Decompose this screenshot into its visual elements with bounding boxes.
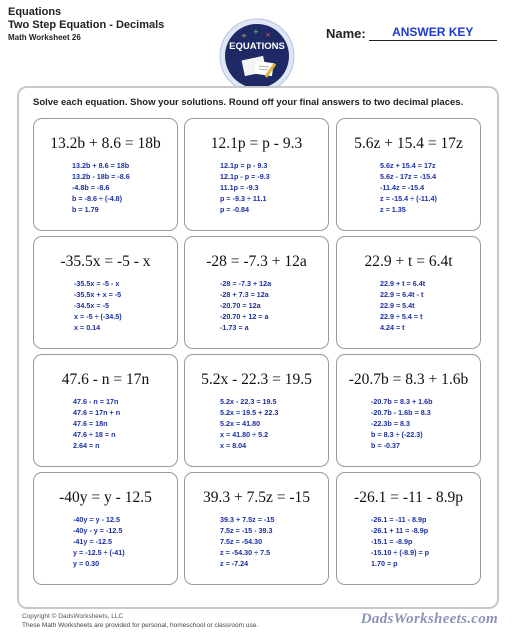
solution-step: 5.6z + 15.4 = 17z: [380, 161, 436, 170]
solution-step: 22.9 = 5.4t: [380, 301, 415, 310]
solution-step: z = -7.24: [220, 559, 249, 568]
solution-step: 1.70 = p: [371, 559, 398, 568]
problem-equation: -20.7b = 8.3 + 1.6b: [348, 371, 469, 388]
solution-step: 47.6 - n = 17n: [73, 397, 119, 406]
solution-step: y = 0.30: [73, 559, 100, 568]
solution-step: b = -8.6 ÷ (-4.8): [72, 194, 123, 203]
solution-step: z = 1.35: [380, 205, 406, 214]
solution-step: -40y - y = -12.5: [73, 526, 123, 535]
problem-equation: 22.9 + t = 6.4t: [364, 253, 453, 270]
svg-text:+: +: [253, 28, 259, 36]
problem-card: [336, 354, 481, 467]
name-value: ANSWER KEY: [369, 25, 497, 41]
solution-steps: [371, 396, 433, 451]
problem-card: [33, 472, 178, 585]
solution-steps: [73, 514, 125, 569]
solution-steps: [73, 396, 120, 451]
worksheet-number: Math Worksheet 26: [8, 33, 81, 43]
solution-step: 13.2b + 8.6 = 18b: [72, 161, 130, 170]
worksheet-title: Equations: [8, 6, 62, 18]
solution-steps: [220, 514, 274, 569]
problem-card: [33, 118, 178, 231]
solution-step: 5.2x - 22.3 = 19.5: [220, 397, 277, 406]
solution-step: p = -0.84: [220, 205, 249, 214]
solution-steps: [371, 514, 429, 569]
solution-step: 47.6 = 18n: [73, 419, 108, 428]
solution-step: 11.1p = -9.3: [220, 183, 259, 192]
name-label: Name:: [326, 26, 366, 41]
solution-step: -4.8b = -8.6: [72, 183, 110, 192]
problem-card: [184, 236, 329, 349]
problem-equation: 12.1p = p - 9.3: [210, 135, 303, 152]
solution-step: 47.6 = 17n + n: [73, 408, 121, 417]
solution-step: b = 8.3 ÷ (-22.3): [371, 430, 423, 439]
solution-steps: [74, 278, 122, 333]
problem-equation: 47.6 - n = 17n: [61, 371, 150, 388]
equations-logo-icon: [219, 18, 295, 94]
problem-card: [336, 118, 481, 231]
solution-step: -28 + 7.3 = 12a: [220, 290, 269, 299]
problem-equation: 5.2x - 22.3 = 19.5: [201, 371, 312, 388]
solution-step: 12.1p = p - 9.3: [220, 161, 268, 170]
solution-step: x = 41.80 ÷ 5.2: [220, 430, 269, 439]
solution-step: y = -12.5 ÷ (-41): [73, 548, 125, 557]
solution-step: 7.5z = -15 - 39.3: [220, 526, 273, 535]
copyright-text: Copyright © DadsWorksheets, LLC: [22, 613, 124, 620]
svg-text:EQUATIONS: EQUATIONS: [229, 41, 285, 52]
solution-step: 5.6z - 17z = -15.4: [380, 172, 437, 181]
solution-steps: [72, 160, 130, 215]
solution-step: 22.9 + t = 6.4t: [380, 279, 426, 288]
solution-steps: [220, 396, 278, 451]
solution-step: p = -9.3 ÷ 11.1: [220, 194, 267, 203]
solution-step: 5.2x = 41.80: [220, 419, 261, 428]
solution-step: -34.5x = -5: [74, 301, 109, 310]
solution-step: -20.70 ÷ 12 = a: [220, 312, 269, 321]
solution-step: -20.7b - 1.6b = 8.3: [371, 408, 431, 417]
solution-steps: [380, 278, 425, 333]
solution-step: b = -0.37: [371, 441, 400, 450]
solution-step: -15.1 = -8.9p: [371, 537, 413, 546]
problem-card: [33, 236, 178, 349]
solution-step: -20.70 = 12a: [220, 301, 261, 310]
problem-equation: 39.3 + 7.5z = -15: [202, 489, 311, 506]
solution-step: -28 = -7.3 + 12a: [220, 279, 272, 288]
solution-step: x = -5 ÷ (-34.5): [74, 312, 122, 321]
solution-step: z = -54.30 ÷ 7.5: [220, 548, 271, 557]
solution-step: -35.5x + x = -5: [74, 290, 122, 299]
problem-equation: -40y = y - 12.5: [59, 489, 152, 506]
solution-step: z = -15.4 ÷ (-11.4): [380, 194, 437, 203]
solution-steps: [380, 160, 437, 215]
problem-equation: -28 = -7.3 + 12a: [206, 253, 307, 270]
solution-step: x = 8.04: [220, 441, 247, 450]
worksheet-header: [8, 6, 164, 42]
problem-equation: 13.2b + 8.6 = 18b: [50, 135, 161, 152]
solution-step: b = 1.79: [72, 205, 99, 214]
solution-step: -1.73 = a: [220, 323, 249, 332]
problem-card: [184, 354, 329, 467]
footer: [22, 612, 258, 630]
solution-step: 39.3 + 7.5z = -15: [220, 515, 275, 524]
usage-note: These Math Worksheets are provided for personal, homeschool or classroom use.: [22, 622, 259, 629]
solution-step: -15.10 ÷ (-8.9) = p: [371, 548, 430, 557]
problem-equation: -26.1 = -11 - 8.9p: [354, 489, 463, 506]
problem-card: [336, 236, 481, 349]
solution-step: 47.6 ÷ 18 = n: [73, 430, 116, 439]
solution-step: -40y = y - 12.5: [73, 515, 120, 524]
brand-logo: DadsWorksheets.com: [360, 611, 498, 627]
svg-text:÷: ÷: [241, 32, 247, 40]
worksheet-subtitle: Two Step Equation - Decimals: [8, 18, 165, 31]
solution-step: -41y = -12.5: [73, 537, 112, 546]
solution-step: 2.64 = n: [73, 441, 100, 450]
solution-step: 12.1p - p = -9.3: [220, 172, 270, 181]
problem-equation: 5.6z + 15.4 = 17z: [354, 135, 463, 152]
problem-card: [184, 118, 329, 231]
problem-card: [336, 472, 481, 585]
problem-card: [184, 472, 329, 585]
solution-step: -22.3b = 8.3: [371, 419, 410, 428]
solution-steps: [220, 160, 270, 215]
solution-step: x = 0.14: [74, 323, 101, 332]
solution-step: -26.1 = -11 - 8.9p: [371, 515, 427, 524]
solution-step: 7.5z = -54.30: [220, 537, 263, 546]
solution-step: 22.9 = 6.4t - t: [380, 290, 424, 299]
svg-text:×: ×: [265, 31, 271, 39]
solution-step: -26.1 + 11 = -8.9p: [371, 526, 429, 535]
solution-step: -11.4z = -15.4: [380, 183, 425, 192]
solution-step: 22.9 ÷ 5.4 = t: [380, 312, 423, 321]
instructions: Solve each equation. Show your solutions. Round off your final answers to two decimal places.: [33, 97, 464, 108]
solution-step: 5.2x = 19.5 + 22.3: [220, 408, 279, 417]
name-field: [326, 25, 497, 41]
solution-step: 13.2b - 18b = -8.6: [72, 172, 130, 181]
solution-steps: [220, 278, 271, 333]
problem-equation: -35.5x = -5 - x: [60, 253, 151, 270]
solution-step: 4.24 = t: [380, 323, 405, 332]
problem-card: [33, 354, 178, 467]
solution-step: -20.7b = 8.3 + 1.6b: [371, 397, 433, 406]
solution-step: -35.5x = -5 - x: [74, 279, 120, 288]
